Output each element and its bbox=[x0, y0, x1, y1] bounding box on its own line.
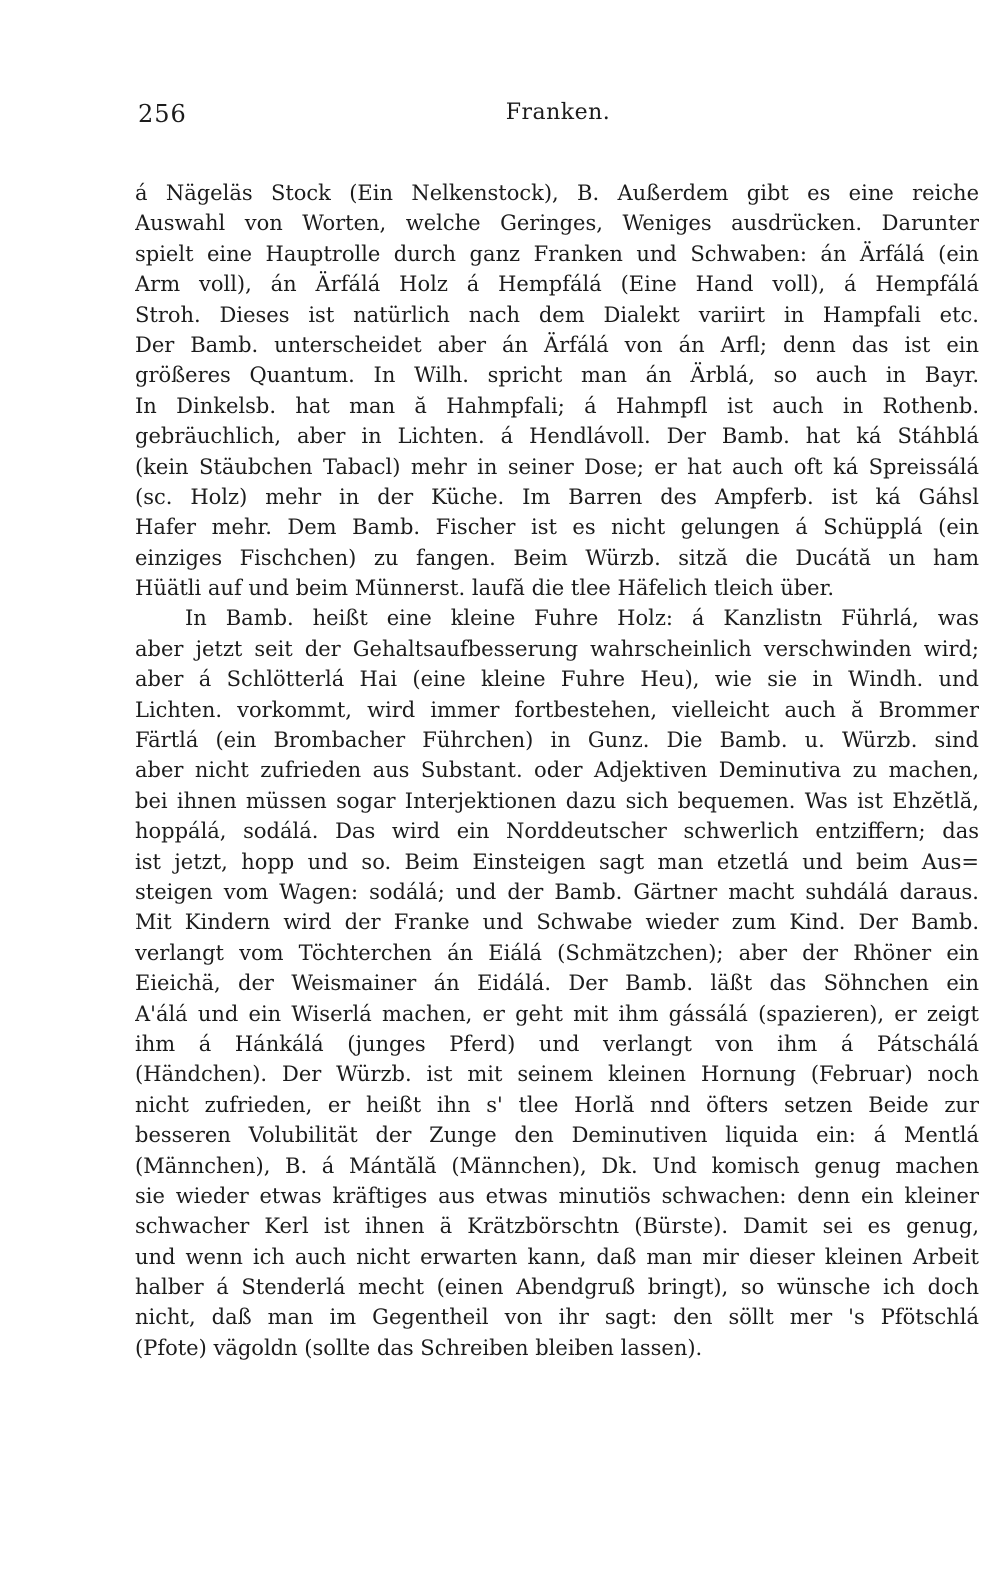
text-line: aber nicht zufrieden aus Substant. oder Adjektiven Deminutiva zu machen, bbox=[135, 758, 979, 783]
text-line: Hafer mehr. Dem Bamb. Fischer ist es nicht gelungen á Schüpplá (ein bbox=[135, 515, 979, 540]
text-line: sie wieder etwas kräftiges aus etwas minutiös schwachen: denn ein kleiner bbox=[135, 1183, 979, 1208]
text-line: Hüätli auf und beim Münnerst. laufă die tlee Häfelich tleich über. bbox=[135, 576, 835, 601]
text-line: (sc. Holz) mehr in der Küche. Im Barren des Ampferb. ist ká Gáhsl bbox=[135, 484, 979, 509]
text-line: (Pfote) vägoldn (sollte das Schreiben bleiben lassen). bbox=[135, 1335, 703, 1360]
text-line: In Dinkelsb. hat man ă Hahmpfali; á Hahmpfl ist auch in Rothenb. bbox=[135, 393, 979, 418]
text-line: aber á Schlötterlá Hai (eine kleine Fuhre Heu), wie sie in Windh. und bbox=[135, 667, 979, 692]
text-line: gebräuchlich, aber in Lichten. á Hendlávoll. Der Bamb. hat ká Stáhblá bbox=[135, 424, 979, 449]
text-line: A'álá und ein Wiserlá machen, er geht mit ihm gássálá (spazieren), er zeigt bbox=[135, 1001, 979, 1026]
text-line: Auswahl von Worten, welche Geringes, Weniges ausdrücken. Darunter bbox=[135, 211, 979, 236]
text-line: steigen vom Wagen: sodálá; und der Bamb. Gärtner macht suhdálá daraus. bbox=[135, 879, 979, 904]
text-line: bei ihnen müssen sogar Interjektionen dazu sich bequemen. Was ist Ehzĕtlă, bbox=[135, 788, 979, 813]
text-line: größeres Quantum. In Wilh. spricht man án Ärblá, so auch in Bayr. bbox=[135, 363, 979, 388]
text-line: schwacher Kerl ist ihnen ä Krätzbörschtn (Bürste). Damit sei es genug, bbox=[135, 1214, 979, 1239]
text-line: Arm voll), án Ärfálá Holz á Hempfálá (Eine Hand voll), á Hempfálá bbox=[135, 272, 979, 297]
page-number: 256 bbox=[138, 100, 187, 128]
text-line: Eieichä, der Weismainer án Eidálá. Der Bamb. läßt das Söhnchen ein bbox=[135, 971, 979, 996]
body-text bbox=[135, 178, 979, 1363]
text-line: ist jetzt, hopp und so. Beim Einsteigen sagt man etzetlá und beim Aus= bbox=[135, 849, 979, 874]
text-line: (Männchen), B. á Mántălă (Männchen), Dk. Und komisch genug machen bbox=[135, 1153, 979, 1178]
text-line: In Bamb. heißt eine kleine Fuhre Holz: á Kanzlistn Führlá, was bbox=[185, 606, 979, 631]
text-line: Stroh. Dieses ist natürlich nach dem Dialekt variirt in Hampfali etc. bbox=[135, 302, 979, 327]
text-line: spielt eine Hauptrolle durch ganz Franken und Schwaben: án Ärfálá (ein bbox=[135, 241, 979, 266]
text-line: besseren Volubilität der Zunge den Deminutiven liquida ein: á Mentlá bbox=[135, 1123, 979, 1148]
text-line: halber á Stenderlá mecht (einen Abendgruß bringt), so wünsche ich doch bbox=[135, 1275, 979, 1300]
text-line: (Händchen). Der Würzb. ist mit seinem kleinen Hornung (Februar) noch bbox=[135, 1062, 979, 1087]
running-title: Franken. bbox=[505, 100, 611, 125]
running-head bbox=[138, 100, 978, 134]
text-line: (kein Stäubchen Tabacl) mehr in seiner Dose; er hat auch oft ká Spreissálá bbox=[135, 454, 979, 479]
text-line: ihm á Hánkálá (junges Pferd) und verlangt von ihm á Pátschálá bbox=[135, 1031, 979, 1056]
text-line: aber jetzt seit der Gehaltsaufbesserung wahrscheinlich verschwinden wird; bbox=[135, 636, 979, 661]
text-line: und wenn ich auch nicht erwarten kann, daß man mir dieser kleinen Arbeit bbox=[135, 1244, 979, 1269]
text-line: Mit Kindern wird der Franke und Schwabe wieder zum Kind. Der Bamb. bbox=[135, 910, 979, 935]
text-line: Der Bamb. unterscheidet aber án Ärfálá von án Arfl; denn das ist ein bbox=[135, 332, 979, 357]
text-line: verlangt vom Töchterchen án Eiálá (Schmätzchen); aber der Rhöner ein bbox=[135, 940, 979, 965]
text-line: nicht, daß man im Gegentheil von ihr sagt: den söllt mer 's Pfötschlá bbox=[135, 1305, 979, 1330]
text-line: Färtlá (ein Brombacher Führchen) in Gunz. Die Bamb. u. Würzb. sind bbox=[135, 728, 979, 753]
text-line: Lichten. vorkommt, wird immer fortbestehen, vielleicht auch ă Brommer bbox=[135, 697, 979, 722]
text-line: nicht zufrieden, er heißt ihn s' tlee Horlă nnd öfters setzen Beide zur bbox=[135, 1092, 979, 1117]
text-line: á Nägeläs Stock (Ein Nelkenstock), B. Außerdem gibt es eine reiche bbox=[135, 181, 979, 205]
text-line: einziges Fischchen) zu fangen. Beim Würzb. sitză die Ducátă un ham bbox=[135, 545, 979, 570]
text-line: hoppálá, sodálá. Das wird ein Norddeutscher schwerlich entziffern; das bbox=[135, 819, 979, 844]
